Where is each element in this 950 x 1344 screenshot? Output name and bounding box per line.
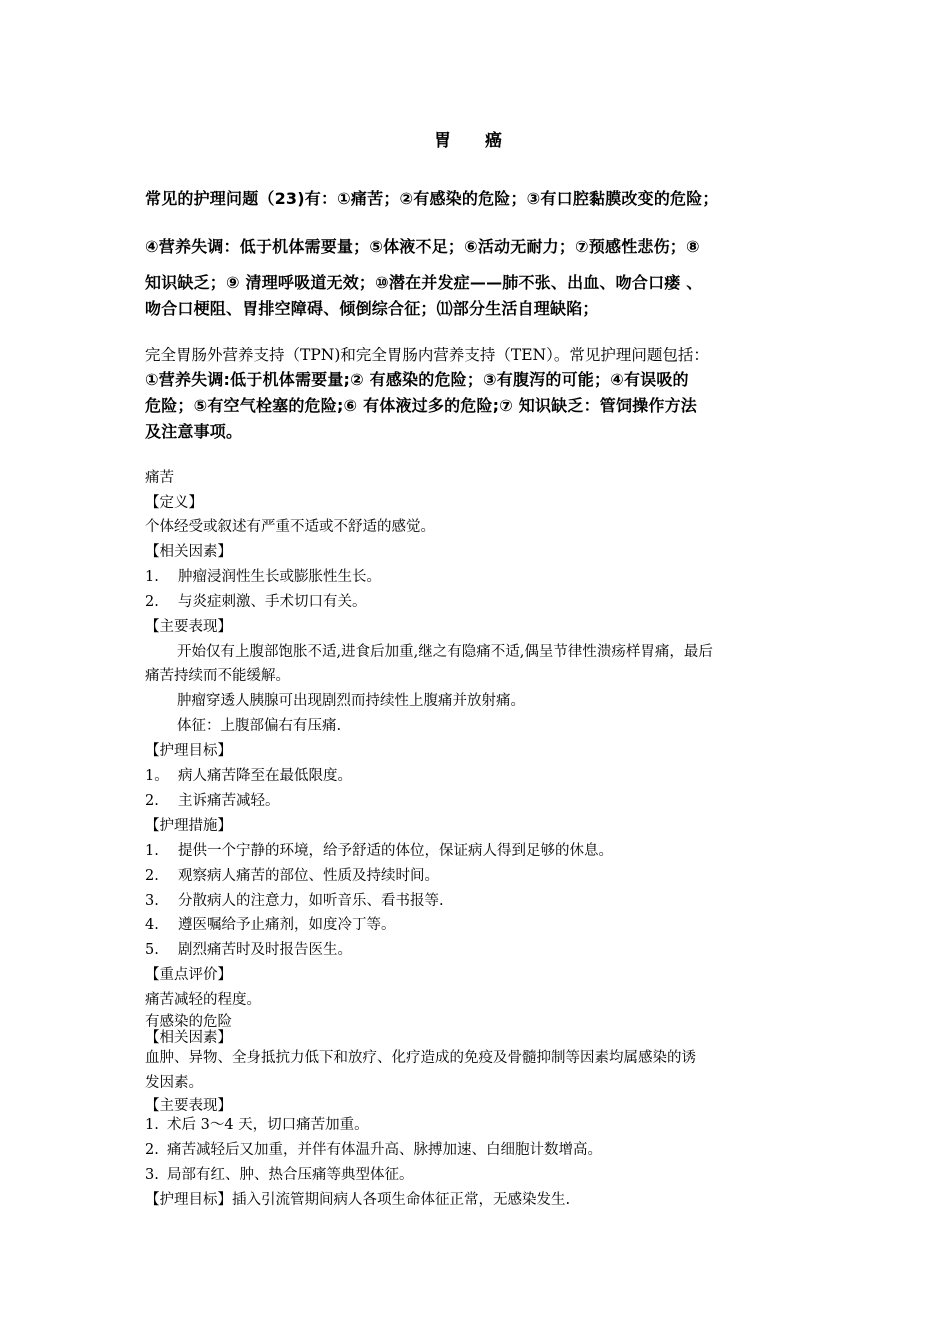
pain-manifest-paragraph: 开始仅有上腹部饱胀不适,进食后加重,继之有隐痛不适,偶呈节律性溃疡样胃痛，最后 [177, 644, 713, 660]
pain-measure-item [145, 915, 396, 935]
pain-goal-item [145, 766, 352, 786]
pain-measure-item [145, 866, 439, 886]
pain-factor-item [145, 592, 367, 612]
list-text: 观察病人痛苦的部位、性质及持续时间。 [178, 868, 439, 884]
list-text: 提供一个宁静的环境，给予舒适的体位，保证病人得到足够的休息。 [178, 843, 613, 859]
pain-heading: 痛苦 [145, 470, 174, 486]
list-text: 遵医嘱给予止痛剂，如度冷丁等。 [178, 917, 396, 933]
infection-factors: 血肿、异物、全身抵抗力低下和放疗、化疗造成的免疫及骨髓抑制等因素均属感染的诱 [145, 1050, 696, 1066]
pain-definition: 个体经受或叙述有严重不适或不舒适的感觉。 [145, 519, 435, 535]
pain-eval-label: 【重点评价】 [145, 967, 232, 983]
pain-goals-label: 【护理目标】 [145, 743, 232, 759]
list-text: 主诉痛苦减轻。 [178, 793, 280, 809]
list-number: 4. [145, 917, 159, 933]
list-text: 与炎症刺激、手术切口有关。 [178, 594, 367, 610]
pain-manifest-label: 【主要表现】 [145, 619, 232, 635]
list-number: 1. [145, 569, 159, 585]
pain-measures-label: 【护理措施】 [145, 818, 232, 834]
list-text: 分散病人的注意力，如听音乐、看书报等. [178, 893, 444, 909]
infection-goals-text: 插入引流管期间病人各项生命体征正常，无感染发生. [232, 1192, 571, 1208]
tpn-line-2: ①营养失调:低于机体需要量;② 有感染的危险；③有腹泻的可能；④有误吸的 [145, 370, 689, 389]
pain-eval: 痛苦减轻的程度。 [145, 992, 261, 1008]
list-number: 2. [145, 594, 159, 610]
list-number: 1。 [145, 768, 169, 784]
problems-line-1: 常见的护理问题（23)有：①痛苦；②有感染的危险；③有口腔黏膜改变的危险； [145, 189, 719, 208]
list-number: 2. [145, 1142, 159, 1158]
infection-manifest-item [145, 1115, 369, 1135]
problems-line-2: ④营养失调：低于机体需要量；⑤体液不足；⑥活动无耐力；⑦预感性悲伤；⑧ [145, 237, 700, 256]
infection-factors-cont: 发因素。 [145, 1075, 203, 1091]
tpn-line-4: 及注意事项。 [145, 422, 243, 441]
page-title: 胃 癌 [434, 131, 516, 151]
pain-manifest-paragraph-cont: 痛苦持续而不能缓解。 [145, 668, 290, 684]
infection-goals-label: 【护理目标】 [145, 1192, 232, 1208]
problems-line-4: 吻合口梗阻、胃排空障碍、倾倒综合征；⑾部分生活自理缺陷； [145, 299, 599, 318]
tpn-line-3: 危险；⑤有空气栓塞的危险;⑥ 有体液过多的危险;⑦ 知识缺乏：管饲操作方法 [145, 396, 697, 415]
list-text: 局部有红、肿、热合压痛等典型体征。 [167, 1167, 414, 1183]
pain-factor-item [145, 567, 381, 587]
pain-definition-label: 【定义】 [145, 495, 203, 511]
list-number: 3. [145, 1167, 159, 1183]
infection-factors-label: 【相关因素】 [145, 1030, 232, 1046]
list-number: 3. [145, 893, 159, 909]
list-number: 2. [145, 793, 159, 809]
list-text: 病人痛苦降至在最低限度。 [178, 768, 352, 784]
list-text: 痛苦减轻后又加重，并伴有体温升高、脉搏加速、白细胞计数增高。 [167, 1142, 602, 1158]
pain-factors-label: 【相关因素】 [145, 544, 232, 560]
problems-line-3: 知识缺乏；⑨ 清理呼吸道无效；⑩潜在并发症——肺不张、出血、吻合口瘘 、 [145, 273, 703, 292]
infection-manifest-item [145, 1140, 602, 1160]
infection-manifest-item [145, 1165, 414, 1185]
list-text: 肿瘤浸润性生长或膨胀性生长。 [178, 569, 381, 585]
list-number: 1. [145, 843, 159, 859]
infection-heading: 有感染的危险 [145, 1014, 232, 1030]
list-text: 术后 3～4 天，切口痛苦加重。 [167, 1117, 369, 1133]
list-number: 5. [145, 942, 159, 958]
list-text: 剧烈痛苦时及时报告医生。 [178, 942, 352, 958]
pain-manifest-paragraph-2: 肿瘤穿透人胰腺可出现剧烈而持续性上腹痛并放射痛。 [177, 693, 525, 709]
list-number: 2. [145, 868, 159, 884]
pain-measure-item [145, 940, 352, 960]
pain-measure-item [145, 891, 444, 911]
pain-measure-item [145, 841, 613, 861]
pain-sign: 体征：上腹部偏右有压痛. [177, 718, 342, 734]
list-number: 1. [145, 1117, 159, 1133]
infection-manifest-label: 【主要表现】 [145, 1098, 232, 1114]
infection-goals [145, 1190, 570, 1210]
tpn-intro-line: 完全胃肠外营养支持（TPN)和完全胃肠内营养支持（TEN）。常见护理问题包括： [145, 346, 709, 364]
pain-goal-item [145, 791, 280, 811]
